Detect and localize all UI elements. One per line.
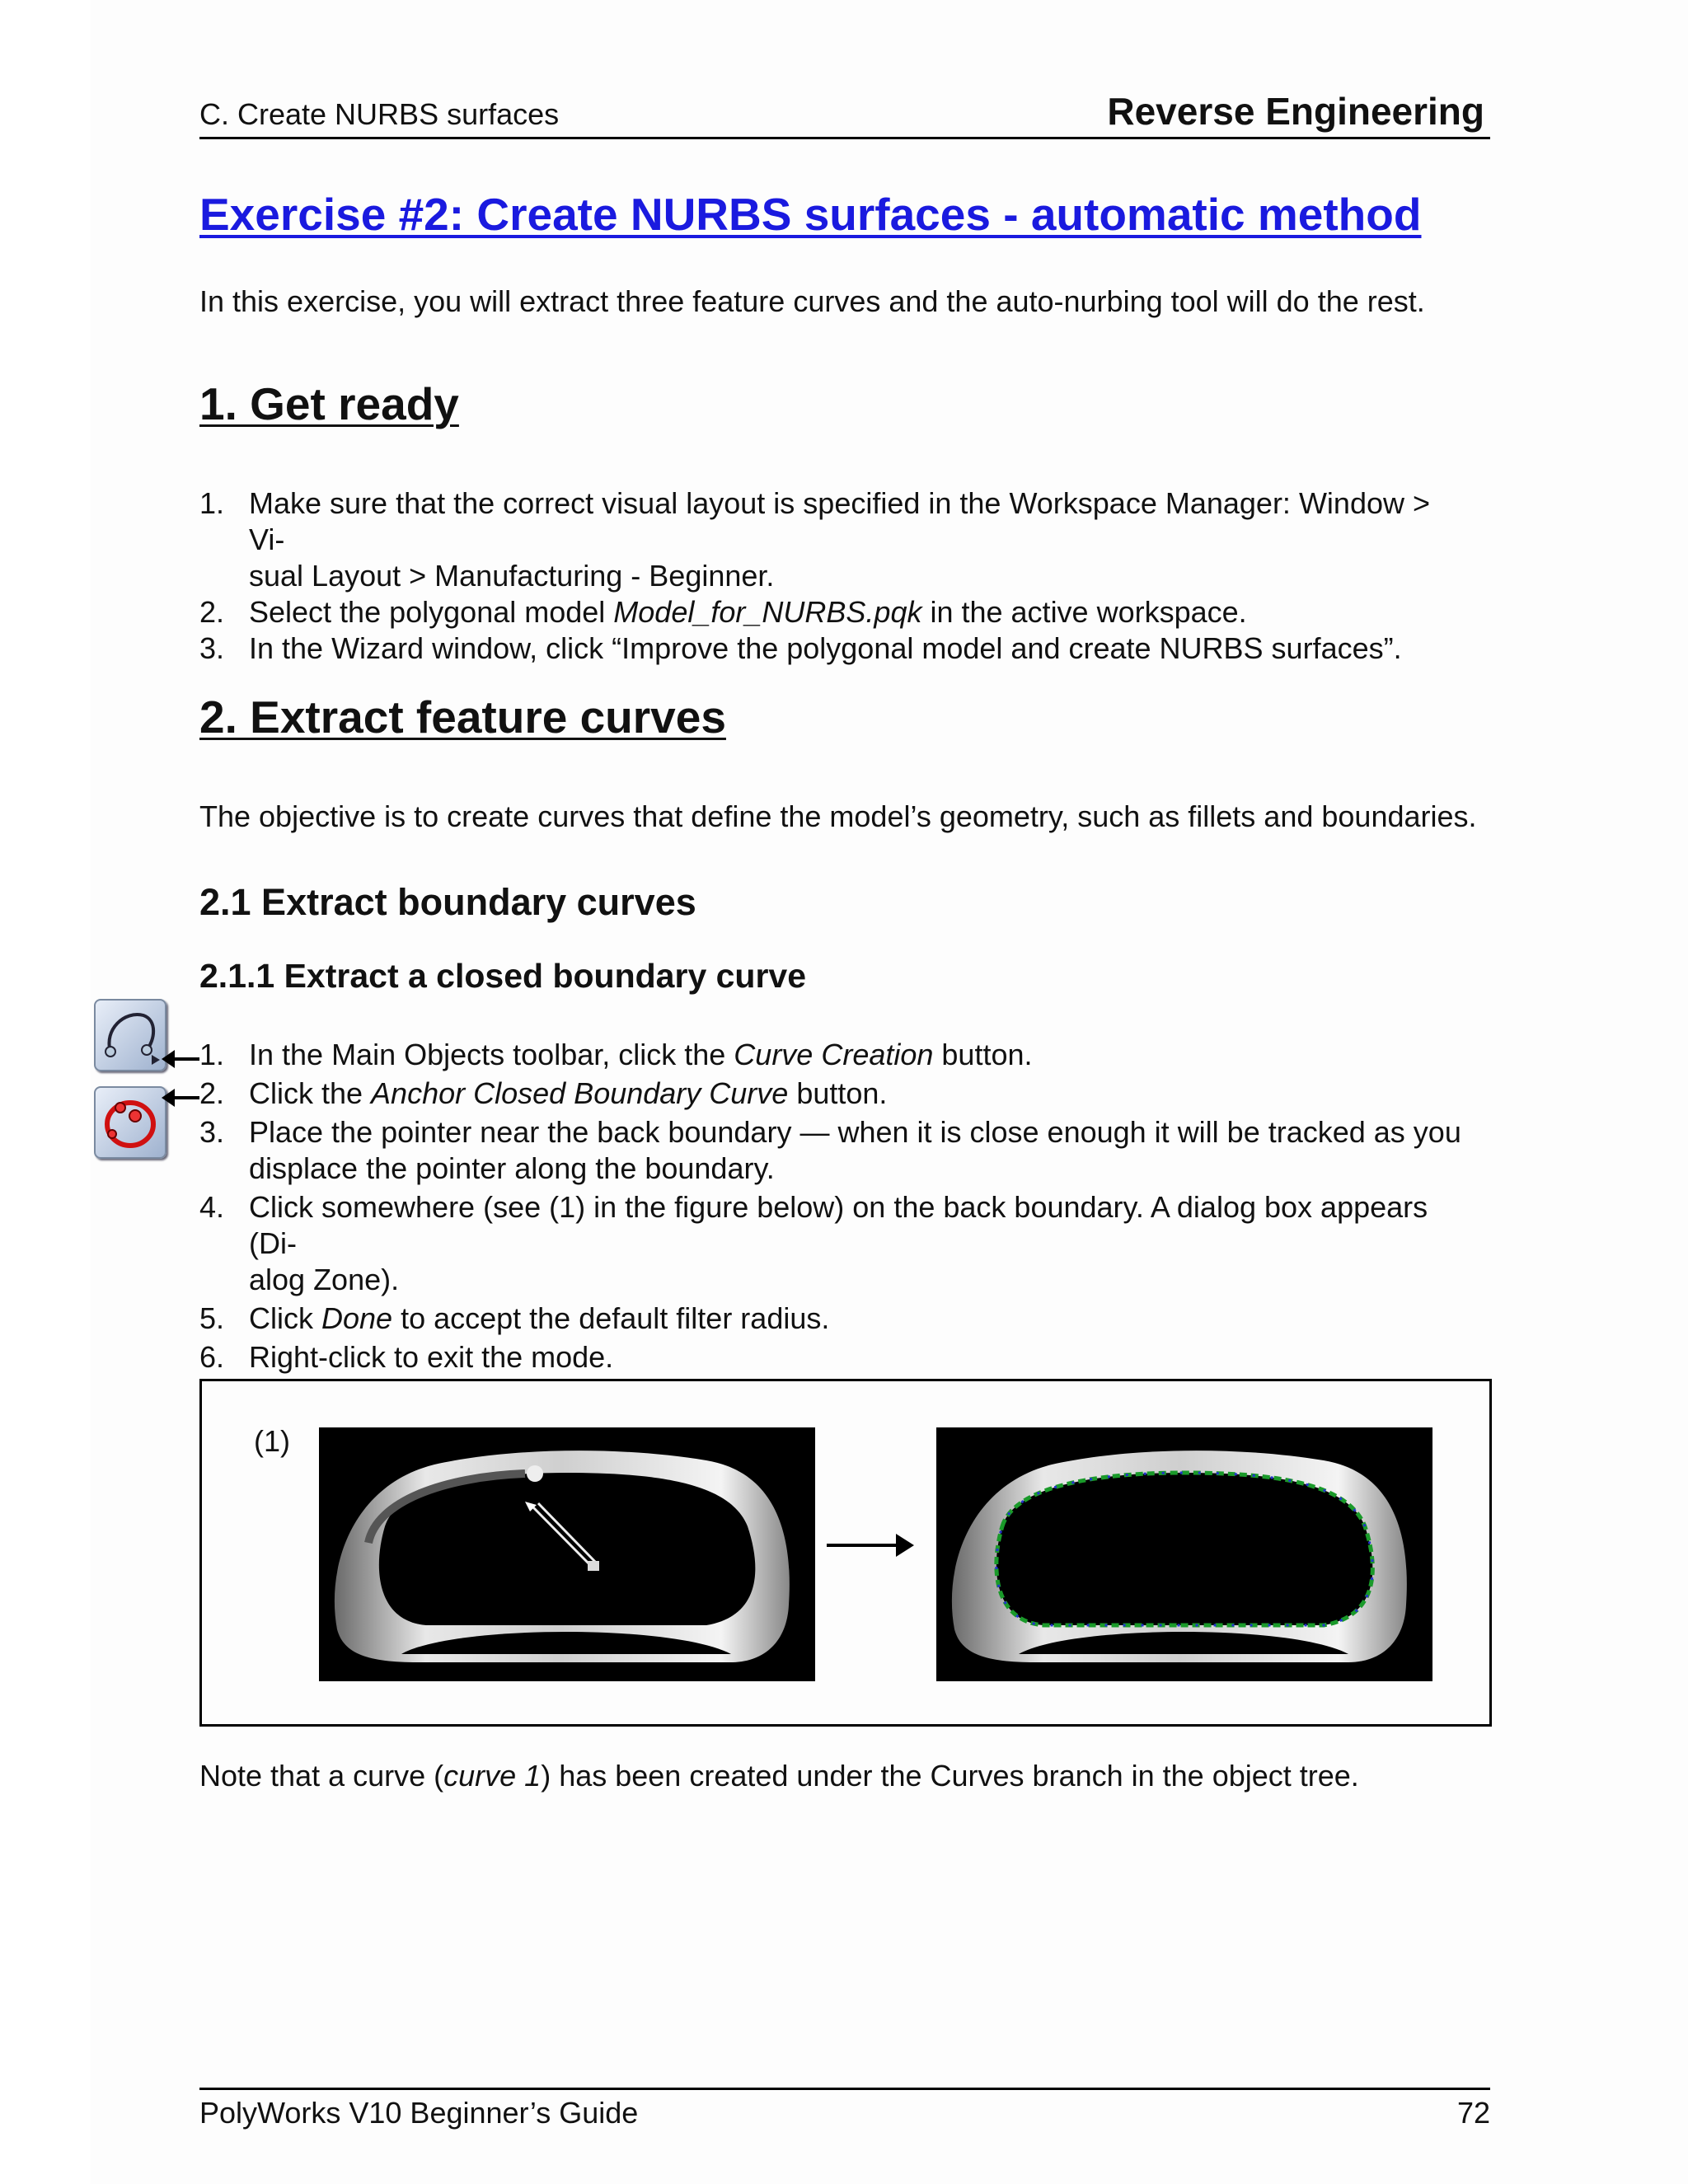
section-heading-get-ready: 1. Get ready <box>199 378 459 429</box>
header-section-title: C. Create NURBS surfaces <box>199 97 560 131</box>
before-after-arrow <box>827 1544 909 1547</box>
list-item: 3. In the Wizard window, click “Improve the polygonal model and create NURBS surfaces”. <box>199 631 1402 665</box>
note-paragraph: Note that a curve (curve 1) has been created under the Curves branch in the object tree. <box>199 1759 1359 1793</box>
figure-after-image <box>936 1427 1432 1681</box>
extract-curve-steps <box>199 1037 1493 1376</box>
subsection-heading: 2.1 Extract boundary curves <box>199 881 696 923</box>
footer-rule <box>199 2088 1490 2090</box>
section2-intro: The objective is to create curves that define the model’s geometry, such as fillets and boundaries. <box>199 799 1477 833</box>
list-item: 4. Click somewhere (see (1) in the figure below) on the back boundary. A dialog box appears (Di- alog Zone). <box>199 1190 1428 1296</box>
figure-before-image <box>319 1427 815 1681</box>
list-item: 2. Select the polygonal model Model_for_NURBS.pqk in the active workspace. <box>199 595 1247 629</box>
list-item: 5. Click Done to accept the default filter radius. <box>199 1301 830 1335</box>
list-item: 1. In the Main Objects toolbar, click the Curve Creation button. <box>199 1038 1033 1071</box>
page-number: 72 <box>1456 2096 1490 2130</box>
curve-creation-icon[interactable] <box>94 999 166 1071</box>
exercise-title[interactable]: Exercise #2: Create NURBS surfaces - automatic method <box>199 189 1422 240</box>
figure-callout-label: (1) <box>254 1424 290 1458</box>
intro-paragraph: In this exercise, you will extract three feature curves and the auto-nurbing tool will do the rest. <box>199 284 1425 318</box>
list-item: 3. Place the pointer near the back boundary — when it is close enough it will be tracked as you displace the pointer along the boundary. <box>199 1115 1461 1185</box>
arrow-to-step-1 <box>165 1057 199 1061</box>
section-heading-extract-feature-curves: 2. Extract feature curves <box>199 691 726 743</box>
arrow-to-step-2 <box>165 1096 199 1099</box>
get-ready-steps <box>199 485 1493 667</box>
anchor-closed-boundary-curve-icon[interactable] <box>94 1086 166 1159</box>
subsubsection-heading: 2.1.1 Extract a closed boundary curve <box>199 957 807 995</box>
list-item: 1. Make sure that the correct visual layout is specified in the Workspace Manager: Window > Vi- sual Layout > Manufacturing - Beginner. <box>199 486 1431 593</box>
list-item: 2. Click the Anchor Closed Boundary Curve button. <box>199 1076 888 1110</box>
header-book-title: Reverse Engineering <box>1107 90 1484 133</box>
header-rule <box>199 137 1490 139</box>
list-item: 6. Right-click to exit the mode. <box>199 1340 614 1374</box>
footer-guide-title: PolyWorks V10 Beginner’s Guide <box>199 2096 639 2130</box>
